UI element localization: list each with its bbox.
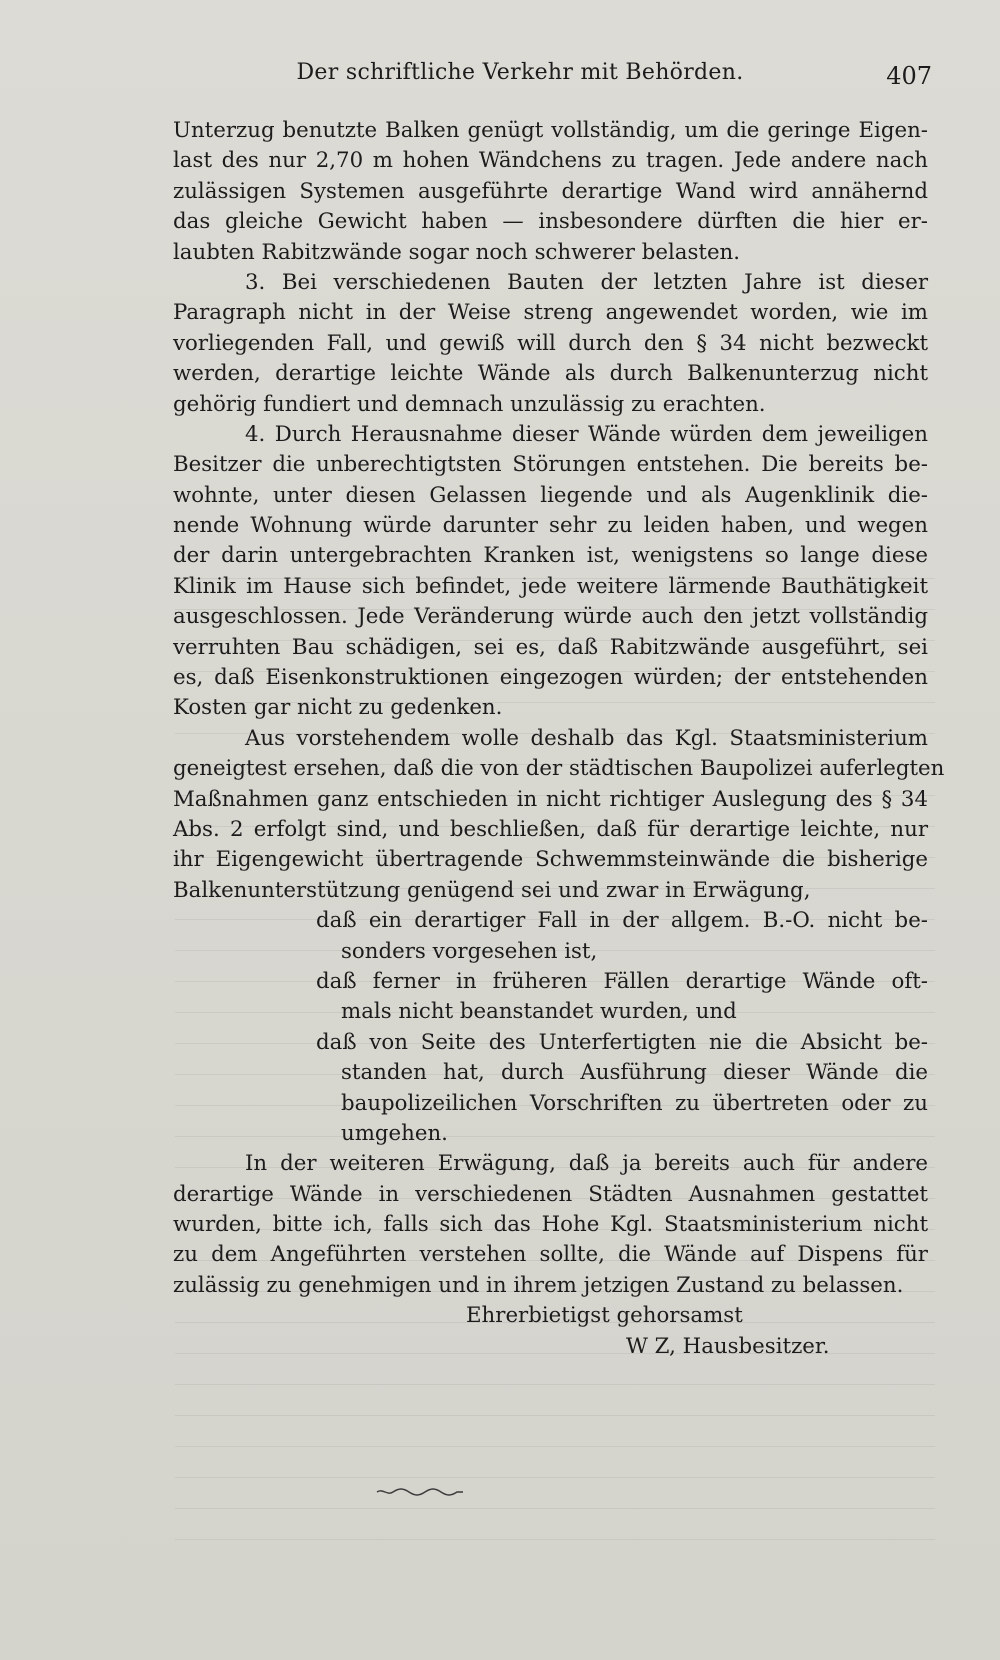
text-line: werden, derartige leichte Wände als durch Balkenunterzug nicht	[173, 361, 928, 387]
text-line: Paragraph nicht in der Weise streng angewendet worden, wie im	[173, 300, 928, 326]
text-line: last des nur 2,70 m hohen Wändchens zu tragen. Jede andere nach	[173, 148, 928, 174]
text-line: Maßnahmen ganz entschieden in nicht richtiger Auslegung des § 34	[173, 786, 928, 812]
text-line: gehörig fundiert und demnach unzulässig zu erachten.	[173, 391, 766, 417]
text-line: daß ein derartiger Fall in der allgem. B.-O. nicht be-	[316, 908, 928, 934]
text-line: standen hat, durch Ausführung dieser Wände die	[341, 1060, 928, 1086]
text-line: nende Wohnung würde darunter sehr zu leiden haben, und wegen	[173, 513, 928, 539]
text-line: Kosten gar nicht zu gedenken.	[173, 695, 503, 721]
text-line: zulässig zu genehmigen und in ihrem jetzigen Zustand zu belassen.	[173, 1272, 904, 1298]
text-line: Besitzer die unberechtigtsten Störungen entstehen. Die bereits be-	[173, 452, 928, 478]
text-line: Unterzug benutzte Balken genügt vollständig, um die geringe Eigen-	[173, 118, 928, 143]
text-line: Abs. 2 erfolgt sind, und beschließen, daß für derartige leichte, nur	[173, 816, 928, 842]
text-line: wurden, bitte ich, falls sich das Hohe Kgl. Staatsministerium nicht	[173, 1212, 928, 1238]
text-line: mals nicht beanstandet wurden, und	[341, 999, 737, 1025]
text-line: Balkenunterstützung genügend sei und zwar in Erwägung,	[173, 877, 811, 903]
text-line: umgehen.	[341, 1120, 448, 1146]
text-line: geneigtest ersehen, daß die von der städtischen Baupolizei auferlegten	[173, 756, 945, 782]
text-line: der darin untergebrachten Kranken ist, wenigstens so lange diese	[173, 543, 928, 569]
text-line: daß von Seite des Unterfertigten nie die Absicht be-	[316, 1029, 928, 1055]
text-line: sonders vorgesehen ist,	[341, 938, 598, 964]
end-ornament	[375, 1486, 465, 1498]
text-line: laubten Rabitzwände sogar noch schwerer belasten.	[173, 239, 741, 265]
text-line: Klinik im Hause sich befindet, jede weitere lärmende Bauthätigkeit	[173, 573, 928, 599]
text-line: daß ferner in früheren Fällen derartige Wände oft-	[316, 968, 928, 994]
signature: W Z, Hausbesitzer.	[626, 1333, 830, 1359]
text-line: zu dem Angeführten verstehen sollte, die Wände auf Dispens für	[173, 1242, 928, 1268]
closing-formula: Ehrerbietigst gehorsamst	[466, 1303, 743, 1329]
text-line: wohnte, unter diesen Gelassen liegende und als Augenklinik die-	[173, 482, 928, 508]
text-line: das gleiche Gewicht haben — insbesondere dürften die hier er-	[173, 209, 928, 235]
text-line: ihr Eigengewicht übertragende Schwemmsteinwände die bisherige	[173, 847, 928, 873]
page-number: 407	[886, 62, 932, 90]
text-line: es, daß Eisenkonstruktionen eingezogen würden; der entstehenden	[173, 665, 928, 691]
text-line: baupolizeilichen Vorschriften zu übertreten oder zu	[341, 1090, 928, 1116]
text-line: 4. Durch Herausnahme dieser Wände würden dem jeweiligen	[245, 421, 928, 447]
text-line: zulässigen Systemen ausgeführte derartige Wand wird annähernd	[173, 178, 928, 204]
text-line: In der weiteren Erwägung, daß ja bereits auch für andere	[245, 1151, 928, 1177]
text-line: Aus vorstehendem wolle deshalb das Kgl. Staatsministerium	[245, 725, 928, 751]
text-line: vorliegenden Fall, und gewiß will durch den § 34 nicht bezweckt	[173, 330, 928, 356]
text-line: 3. Bei verschiedenen Bauten der letzten Jahre ist dieser	[245, 269, 928, 295]
text-line: verruhten Bau schädigen, sei es, daß Rabitzwände ausgeführt, sei	[173, 634, 928, 660]
running-head: Der schriftliche Verkehr mit Behörden.	[296, 60, 744, 85]
text-line: derartige Wände in verschiedenen Städten Ausnahmen gestattet	[173, 1181, 928, 1207]
body-text	[173, 116, 945, 1362]
text-line: ausgeschlossen. Jede Veränderung würde auch den jetzt vollständig	[173, 604, 928, 630]
page-header	[170, 60, 932, 96]
